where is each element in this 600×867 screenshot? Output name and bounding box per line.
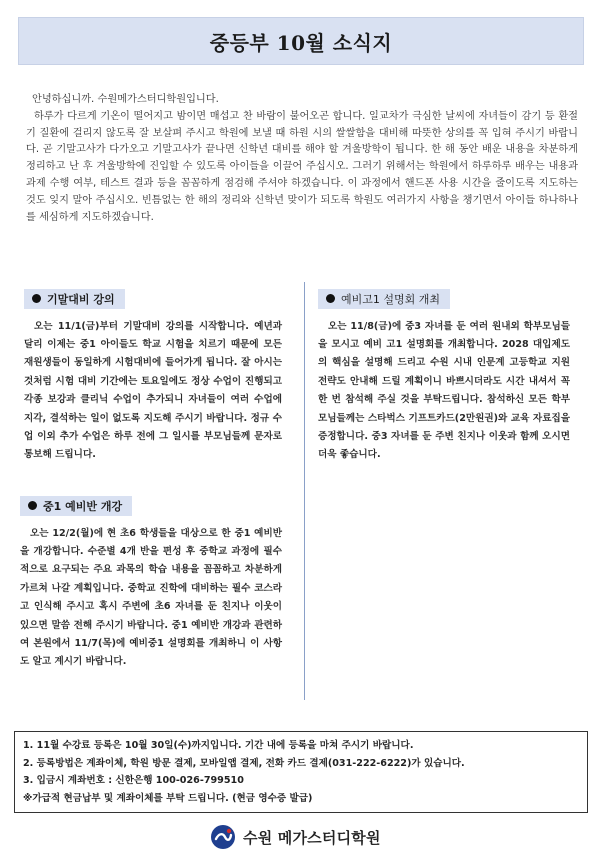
intro-body: 하루가 다르게 기온이 떨어지고 밤이면 매섭고 찬 바람이 불어오곤 합니다. 일교차가 극심한 날씨에 자녀들이 감기 등 환절기 질환에 걸리지 않도록 잘 보살펴 주시고 학원에 보낼 때 하원 시의 쌀쌀함을 대비해 따뜻한 상의를 꼭 입혀 주시기 바랍니다. 곧 기말고사가 다가오고 기말고사가 끝나면 신학년 대비를 해야 할 겨울방학이 됩니다. 한 해 동안 배운 내용을 차분하게 정리하고 난 후 겨울방학에 진입할 수 있도록 아이들을 이끌어 주십시오. 그러기 위해서는 학원에서 하루하루 배우는 내용과 과제 수행 여부, 테스트 결과 등을 꼼꼼하게 점검해 주셔야 하겠습니다. 이 과정에서 핸드폰 사용 시간을 줄이도록 지도하는 것도 잊지 말아 주십시오. 빈틈없는 한 해의 정리와 신학년 맞이가 되도록 학원도 여러가지 사항을 챙기면서 아이들 하나하나를 세심하게 지도하겠습니다.	[26, 110, 578, 223]
intro-greeting: 안녕하십니까. 수원메가스터디학원입니다.	[32, 94, 219, 105]
section-final-exam-title: 기말대비 강의	[47, 292, 115, 306]
section-pre-high-body: 오는 11/8(금)에 중3 자녀를 둔 여러 원내외 학부모님들을 모시고 예비 고1 설명회를 개최합니다. 2028 대입제도의 핵심을 설명해 드리고 수원 시내 인문계 고등학교 지원 전략도 안내해 드릴 계획이니 바쁘시더라도 시간 내셔서 꼭 한 번 참석해 주실 것을 부탁드립니다. 참석하신 모든 학부모님들께는 스타벅스 기프트카드(2만원권)와 교육 자료집을 증정합니다. 중3 자녀를 둔 주변 친지나 이웃과 함께 오시면 더욱 좋습니다.	[318, 320, 570, 461]
section-pre-middle-title: 중1 예비반 개강	[43, 499, 123, 513]
page-title: 중등부 10월 소식지	[209, 30, 393, 55]
section-pre-high	[318, 288, 580, 465]
bullet-circle-icon	[32, 294, 41, 303]
intro-section	[26, 92, 578, 226]
bullet-circle-icon	[28, 501, 37, 510]
bullet-circle-icon	[326, 294, 335, 303]
footer	[210, 822, 381, 852]
notice-line-1: 1. 11월 수강료 등록은 10월 30일(수)까지입니다. 기간 내에 등록을 마쳐 주시기 바랍니다.	[23, 740, 414, 751]
section-pre-high-heading	[318, 289, 450, 309]
section-pre-middle-heading	[20, 496, 132, 516]
title-banner	[18, 17, 584, 65]
notice-line-3: 3. 입금시 계좌번호 : 신한은행 100-026-799510	[23, 775, 244, 786]
notice-line-4: ※가급적 현금납부 및 계좌이체를 부탁 드립니다. (현금 영수증 발급)	[23, 792, 313, 804]
section-pre-middle	[20, 495, 286, 672]
section-final-exam	[24, 288, 286, 465]
section-pre-high-title: 예비고1 설명회 개최	[341, 292, 440, 306]
section-pre-middle-body: 오는 12/2(월)에 현 초6 학생들을 대상으로 한 중1 예비반을 개강합니다. 수준별 4개 반을 편성 후 중학교 과정에 필수적으로 요구되는 주요 과목의 학습 내용을 꼼꼼하고 차분하게 가르쳐 나갈 계획입니다. 중학교 진학에 대비하는 필수 코스라고 인식해 주시고 혹시 주변에 초6 자녀를 둔 친지나 이웃이 있으면 말씀 전해 주시기 바랍니다. 중1 예비반 개강과 관련하여 본원에서 11/7(목)에 예비중1 설명회를 개최하니 이 사항도 알고 계시기 바랍니다.	[20, 527, 282, 668]
section-final-exam-heading	[24, 289, 125, 309]
column-divider	[304, 282, 305, 700]
registration-notice-box	[14, 731, 588, 813]
academy-logo-icon	[210, 824, 236, 850]
academy-name: 수원 메가스터디학원	[243, 828, 381, 847]
notice-line-2: 2. 등록방법은 계좌이체, 학원 방문 결제, 모바일앱 결제, 전화 카드 결제(031-222-6222)가 있습니다.	[23, 757, 465, 769]
section-final-exam-body: 오는 11/1(금)부터 기말대비 강의를 시작합니다. 예년과 달리 이제는 중1 아이들도 학교 시험을 치르기 때문에 모든 재원생들이 동일하게 시험대비에 들어가게 됩니다. 잘 아시는 것처럼 시험 대비 기간에는 토요일에도 정상 수업이 진행되고 각종 보강과 클리닉 수업이 추가되니 자녀들이 여러 수업에 지각, 결석하는 일이 없도록 지도해 주시기 바랍니다. 정규 수업 이외 추가 수업은 하루 전에 그 일시를 부모님들께 문자로 통보해 드립니다.	[24, 320, 282, 461]
